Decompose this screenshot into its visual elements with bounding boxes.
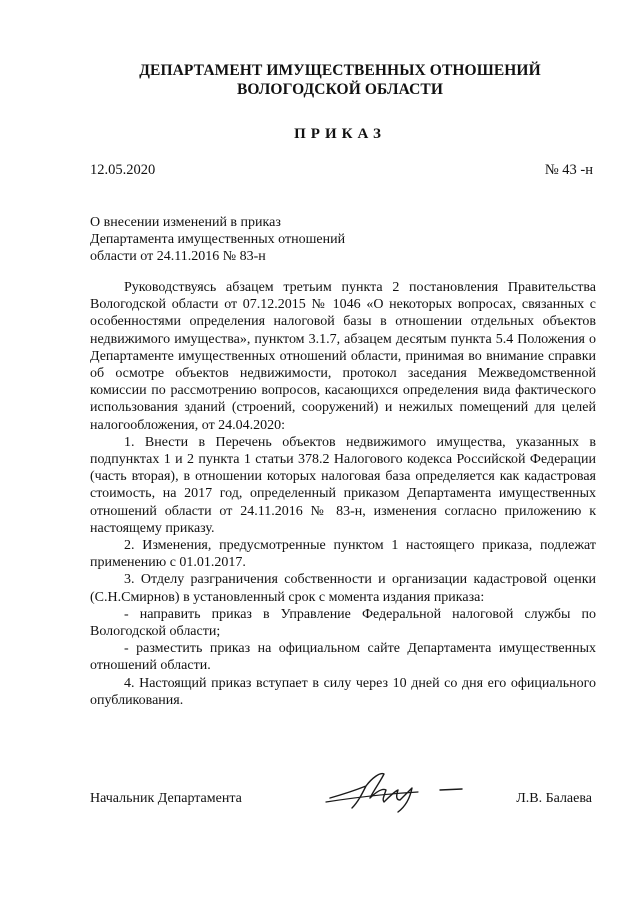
subject-line: области от 24.11.2016 № 83-н xyxy=(90,249,266,264)
document-number: № 43 -н xyxy=(544,162,593,178)
subject-line: Департамента имущественных отношений xyxy=(90,232,346,247)
body-paragraph: - направить приказ в Управление Федеральной налоговой службы по Вологодской области; xyxy=(90,606,596,640)
body-paragraph: 1. Внести в Перечень объектов недвижимого имущества, указанных в подпунктах 1 и 2 пункта 1 статьи 378.2 Налогового кодекса Российской Федерации (часть вторая), в отношении которых налоговая база определяется как кадастровая стоимость, на 2017 год, определенный приказом Департамента имущественных отношений области от 24.11.2016 № 83-н, изменения согласно приложению к настоящему приказу. xyxy=(90,434,596,536)
organization-name-line2: ВОЛОГОДСКОЙ ОБЛАСТИ xyxy=(236,81,444,98)
body-paragraph: Руководствуясь абзацем третьим пункта 2 постановления Правительства Вологодской области от 07.12.2015 № 1046 «О некоторых вопросах, связанных с особенностями определения налоговой базы в отношении отдельных объектов недвижимого имущества», пунктом 3.1.7, абзацем десятым пункта 5.4 Положения о Департаменте имущественных отношений области, принимая во внимание справки об осмотре объектов недвижимости, протокол заседания Межведомственной комиссии по рассмотрению вопросов, касающихся определения вида фактического использования зданий (строений, сооружений) и нежилых помещений для целей налогообложения, от 24.04.2020: xyxy=(90,280,596,433)
subject-line: О внесении изменений в приказ xyxy=(90,215,281,230)
organization-name-line1: ДЕПАРТАМЕНТ ИМУЩЕСТВЕННЫХ ОТНОШЕНИЙ xyxy=(139,62,541,79)
signatory-name: Л.В. Балаева xyxy=(516,791,592,806)
document-subject xyxy=(90,214,410,265)
body-paragraph: 4. Настоящий приказ вступает в силу через 10 дней со дня его официального опубликования. xyxy=(90,675,596,708)
handwritten-signature xyxy=(322,764,472,814)
body-paragraph: 2. Изменения, предусмотренные пунктом 1 настоящего приказа, подлежат применению с 01.01.2017. xyxy=(90,538,596,571)
document-type-title: ПРИКАЗ xyxy=(294,126,386,142)
document-body xyxy=(90,279,596,709)
organization-header xyxy=(60,61,620,99)
body-paragraph: - разместить приказ на официальном сайте Департамента имущественных отношений области. xyxy=(90,641,596,674)
body-paragraph: 3. Отделу разграничения собственности и организации кадастровой оценки (С.Н.Смирнов) в установленный срок с момента издания приказа: xyxy=(90,572,596,605)
signatory-position: Начальник Департамента xyxy=(90,791,242,806)
document-date: 12.05.2020 xyxy=(90,162,156,178)
